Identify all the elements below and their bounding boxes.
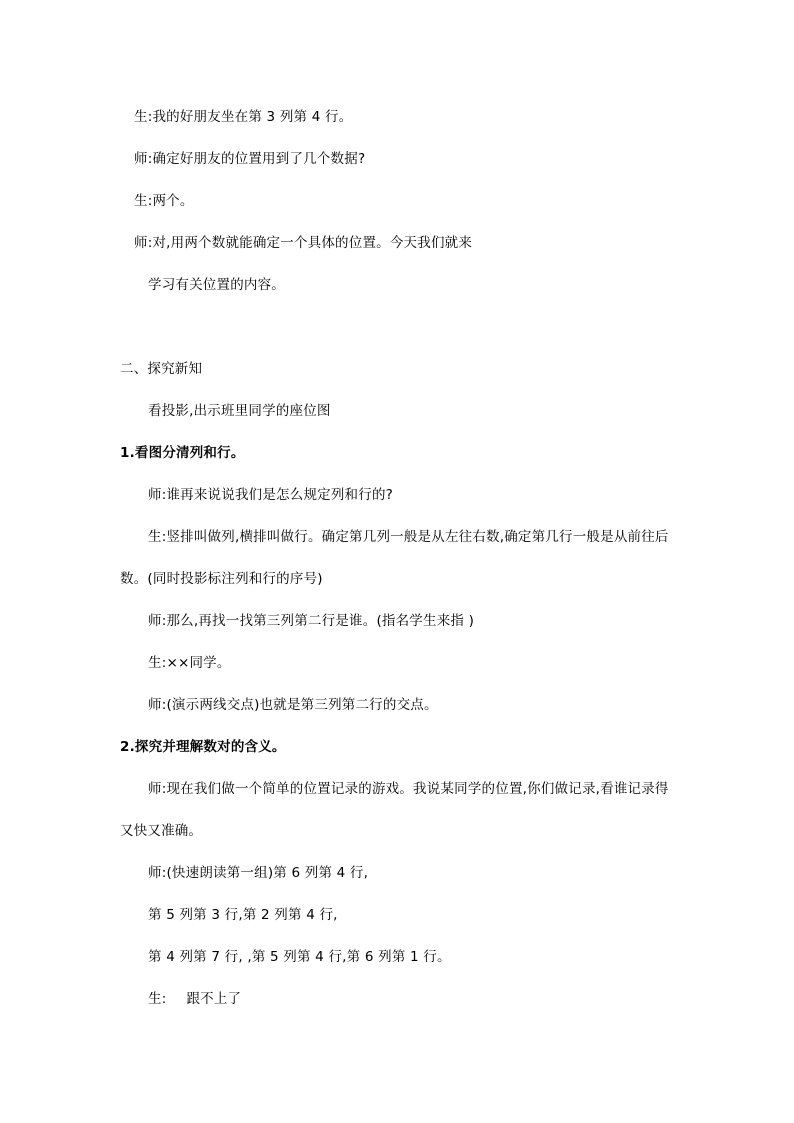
paragraph: 第 5 列第 3 行,第 2 列第 4 行, <box>148 907 338 923</box>
paragraph: 第 4 列第 7 行, ,第 5 列第 4 行,第 6 列第 1 行。 <box>148 949 451 965</box>
paragraph: 生:竖排叫做列,横排叫做行。确定第几列一般是从左往右数,确定第几行一般是从前往后 <box>148 529 669 545</box>
paragraph: 师:(快速朗读第一组)第 6 列第 4 行, <box>148 865 369 881</box>
section-heading: 二、探究新知 <box>120 361 203 377</box>
paragraph: 生:我的好朋友坐在第 3 列第 4 行。 <box>134 109 353 125</box>
paragraph: 生:两个。 <box>134 193 194 209</box>
speaker-label: 生: <box>148 991 167 1007</box>
paragraph-continuation: 又快又准确。 <box>120 823 203 839</box>
paragraph: 生:××同学。 <box>148 655 231 671</box>
paragraph: 师:(演示两线交点)也就是第三列第二行的交点。 <box>148 697 438 713</box>
speaker-text: 跟不上了 <box>186 991 242 1007</box>
paragraph: 师:对,用两个数就能确定一个具体的位置。今天我们就来 <box>134 235 473 251</box>
paragraph: 看投影,出示班里同学的座位图 <box>148 403 331 419</box>
paragraph: 师:确定好朋友的位置用到了几个数据? <box>134 151 366 167</box>
subsection-heading: 1.看图分清列和行。 <box>120 445 245 461</box>
paragraph: 师:谁再来说说我们是怎么规定列和行的? <box>148 487 394 503</box>
paragraph-continuation: 数。(同时投影标注列和行的序号) <box>120 571 323 587</box>
paragraph: 学习有关位置的内容。 <box>148 277 285 293</box>
subsection-heading: 2.探究并理解数对的含义。 <box>120 739 286 755</box>
paragraph <box>148 991 241 1007</box>
paragraph: 师:现在我们做一个简单的位置记录的游戏。我说某同学的位置,你们做记录,看谁记录得 <box>148 781 669 797</box>
paragraph: 师:那么,再找一找第三列第二行是谁。(指名学生来指 ) <box>148 613 475 629</box>
